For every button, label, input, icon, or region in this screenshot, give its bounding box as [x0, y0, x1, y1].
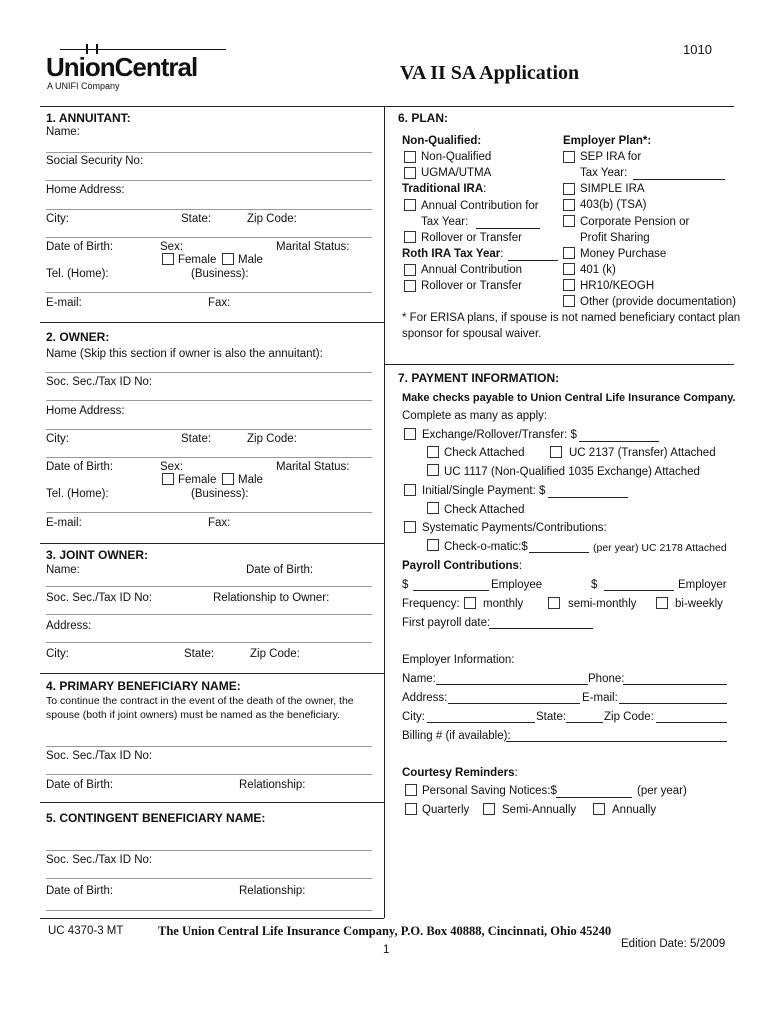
annuitant-name-label: Name: [46, 126, 80, 138]
owner-ssn-field[interactable] [46, 400, 372, 401]
owner-male-label: Male [238, 474, 263, 486]
annuitant-name-field[interactable] [46, 152, 372, 153]
owner-dob-label: Date of Birth: [46, 461, 114, 473]
employee-dollar-sign: $ [402, 579, 409, 591]
employer-name-field[interactable] [436, 684, 588, 685]
company-address: The Union Central Life Insurance Company, P.O. Box 40888, Cincinnati, Ohio 45240 [158, 924, 612, 938]
beneficiary-note-line2: spouse (both if joint owners) must be named as the beneficiary. [46, 709, 340, 721]
employer-amount-field[interactable] [604, 590, 674, 591]
money-purchase-checkbox[interactable] [563, 247, 575, 259]
ugma-label: UGMA/UTMA [421, 167, 492, 179]
owner-email-label: E-mail: [46, 517, 82, 529]
checkomatic-label: Check-o-matic:$ [444, 541, 528, 553]
employer-address-field[interactable] [448, 703, 580, 704]
trad-tax-year-label: Tax Year: [421, 216, 469, 228]
joint-address-label: Address: [46, 620, 92, 632]
employer-state-field[interactable] [566, 722, 603, 723]
bi-weekly-checkbox[interactable] [656, 597, 668, 609]
semi-annually-label: Semi-Annually [502, 804, 577, 816]
owner-name-field[interactable] [46, 372, 372, 373]
joint-state-label: State: [184, 648, 215, 660]
initial-payment-label: Initial/Single Payment: $ [422, 485, 546, 497]
owner-female-checkbox[interactable] [162, 473, 174, 485]
annuitant-sex-label: Sex: [160, 241, 184, 253]
owner-ssn-label: Soc. Sec./Tax ID No: [46, 376, 153, 388]
annuitant-male-label: Male [238, 254, 263, 266]
annuitant-tel-label: Tel. (Home): [46, 268, 109, 280]
simple-ira-label: SIMPLE IRA [580, 183, 645, 195]
erisa-note-line2: sponsor for spousal waiver. [402, 328, 542, 340]
checkomatic-checkbox[interactable] [427, 539, 439, 551]
joint-city-label: City: [46, 648, 69, 660]
column-divider [384, 106, 385, 918]
employer-address-label: Address: [402, 692, 448, 704]
page-title: VA II SA Application [400, 62, 580, 84]
logo-name: UnionCentral [46, 52, 198, 82]
401k-label: 401 (k) [580, 264, 616, 276]
contingent-dob-field[interactable] [46, 910, 372, 911]
initial-payment-checkbox[interactable] [404, 484, 416, 496]
corporate-pension-label: Corporate Pension or [580, 216, 690, 228]
top-rule [40, 106, 734, 107]
billing-label: Billing # (if available): [402, 730, 511, 742]
section-rule [40, 543, 384, 544]
complete-as-many-note: Complete as many as apply: [402, 410, 548, 422]
joint-dob-label: Date of Birth: [246, 564, 314, 576]
owner-zip-label: Zip Code: [247, 433, 297, 445]
corporate-pension-checkbox[interactable] [563, 215, 575, 227]
joint-ssn-field[interactable] [46, 614, 372, 615]
joint-address-field[interactable] [46, 642, 372, 643]
section2-header: 2. OWNER: [46, 330, 110, 344]
annuitant-female-label: Female [178, 254, 217, 266]
annuitant-ssn-field[interactable] [46, 180, 372, 181]
form-number: 1010 [683, 42, 712, 57]
employee-label: Employee [491, 579, 543, 591]
owner-fax-label: Fax: [208, 517, 231, 529]
annually-checkbox[interactable] [593, 803, 605, 815]
joint-name-field[interactable] [46, 586, 372, 587]
owner-tel-field[interactable] [46, 512, 372, 513]
ugma-checkbox[interactable] [404, 167, 416, 179]
primary-ssn-field[interactable] [46, 774, 372, 775]
employer-phone-label: Phone: [588, 673, 625, 685]
exchange-amount-field[interactable] [579, 441, 659, 442]
annuitant-tel-field[interactable] [46, 292, 372, 293]
annuitant-ssn-label: Social Security No: [46, 155, 144, 167]
owner-state-label: State: [181, 433, 212, 445]
employer-zip-label: Zip Code: [604, 711, 654, 723]
trad-rollover-label: Rollover or Transfer [421, 232, 522, 244]
401k-checkbox[interactable] [563, 263, 575, 275]
form-code: UC 4370-3 MT [48, 925, 124, 937]
employer-plan-heading: Employer Plan*: [563, 135, 652, 147]
contingent-relationship-label: Relationship: [239, 885, 306, 897]
courtesy-heading: Courtesy Reminders: [402, 767, 518, 779]
uc2137-checkbox[interactable] [550, 446, 562, 458]
sep-tax-year-label: Tax Year: [580, 167, 628, 179]
annuitant-male-checkbox[interactable] [222, 253, 234, 265]
initial-payment-amount-field[interactable] [548, 497, 628, 498]
primary-dob-label: Date of Birth: [46, 779, 114, 791]
owner-marital-label: Marital Status: [276, 461, 350, 473]
employer-label: Employer [678, 579, 727, 591]
employer-name-label: Name: [402, 673, 436, 685]
exchange-checkbox[interactable] [404, 428, 416, 440]
employer-email-label: E-mail: [582, 692, 618, 704]
roth-ira-heading: Roth IRA Tax Year: [402, 248, 504, 260]
monthly-label: monthly [483, 598, 524, 610]
other-plan-checkbox[interactable] [563, 295, 575, 307]
money-purchase-label: Money Purchase [580, 248, 667, 260]
systematic-label: Systematic Payments/Contributions: [422, 522, 607, 534]
monthly-checkbox[interactable] [464, 597, 476, 609]
checkomatic-amount-field[interactable] [529, 552, 589, 553]
trad-tax-year-field[interactable] [476, 228, 540, 229]
nonqualified-label: Non-Qualified [421, 151, 492, 163]
owner-male-checkbox[interactable] [222, 473, 234, 485]
nonqualified-checkbox[interactable] [404, 151, 416, 163]
saving-notices-checkbox[interactable] [405, 784, 417, 796]
billing-field[interactable] [506, 741, 727, 742]
systematic-checkbox[interactable] [404, 521, 416, 533]
saving-per-year-label: (per year) [637, 785, 687, 797]
joint-relationship-label: Relationship to Owner: [213, 592, 330, 604]
annuitant-email-label: E-mail: [46, 297, 82, 309]
employer-city-field[interactable] [427, 722, 535, 723]
simple-ira-checkbox[interactable] [563, 183, 575, 195]
owner-tel-label: Tel. (Home): [46, 488, 109, 500]
sep-tax-year-field[interactable] [633, 179, 725, 180]
annual-contribution-for-checkbox[interactable] [404, 199, 416, 211]
employer-zip-field[interactable] [656, 722, 727, 723]
trad-rollover-checkbox[interactable] [404, 231, 416, 243]
frequency-label: Frequency: [402, 598, 460, 610]
footer-rule [40, 918, 384, 919]
uc1117-label: UC 1117 (Non-Qualified 1035 Exchange) Attached [444, 466, 700, 478]
owner-city-field[interactable] [46, 457, 372, 458]
roth-rollover-checkbox[interactable] [404, 280, 416, 292]
edition-date: Edition Date: 5/2009 [621, 938, 726, 950]
profit-sharing-label: Profit Sharing [580, 232, 650, 244]
hr10-label: HR10/KEOGH [580, 280, 655, 292]
contingent-ssn-field[interactable] [46, 878, 372, 879]
annuitant-home-field[interactable] [46, 209, 372, 210]
roth-annual-checkbox[interactable] [404, 264, 416, 276]
primary-relationship-label: Relationship: [239, 779, 306, 791]
logo-tagline: A UNIFI Company [47, 81, 120, 91]
annuitant-business-label: (Business): [191, 268, 249, 280]
roth-rollover-label: Rollover or Transfer [421, 280, 522, 292]
section-rule [40, 673, 384, 674]
sep-ira-checkbox[interactable] [563, 151, 575, 163]
saving-notices-amount-field[interactable] [556, 797, 632, 798]
annuitant-female-checkbox[interactable] [162, 253, 174, 265]
uc2137-label: UC 2137 (Transfer) Attached [569, 447, 716, 459]
section-rule [384, 364, 734, 365]
first-payroll-label: First payroll date: [402, 617, 491, 629]
exchange-check-attached-checkbox[interactable] [427, 446, 439, 458]
primary-name-field[interactable] [46, 746, 372, 747]
semi-monthly-checkbox[interactable] [548, 597, 560, 609]
erisa-note-line1: * For ERISA plans, if spouse is not named beneficiary contact plan [402, 312, 741, 324]
sep-ira-label: SEP IRA for [580, 151, 642, 163]
checks-payable-note: Make checks payable to Union Central Life Insurance Company. [402, 392, 736, 404]
annuitant-fax-label: Fax: [208, 297, 231, 309]
nonqualified-heading: Non-Qualified: [402, 135, 482, 147]
owner-home-field[interactable] [46, 429, 372, 430]
contingent-ssn-label: Soc. Sec./Tax ID No: [46, 854, 153, 866]
roth-annual-label: Annual Contribution [421, 264, 523, 276]
annuitant-city-label: City: [46, 213, 69, 225]
employer-phone-field[interactable] [623, 684, 727, 685]
annuitant-home-label: Home Address: [46, 184, 125, 196]
page-number: 1 [383, 944, 390, 956]
joint-ssn-label: Soc. Sec./Tax ID No: [46, 592, 153, 604]
employer-state-label: State: [536, 711, 567, 723]
hr10-checkbox[interactable] [563, 279, 575, 291]
exchange-label: Exchange/Rollover/Transfer: $ [422, 429, 577, 441]
annually-label: Annually [612, 804, 657, 816]
annuitant-marital-label: Marital Status: [276, 241, 350, 253]
contingent-dob-label: Date of Birth: [46, 885, 114, 897]
employer-email-field[interactable] [619, 703, 727, 704]
section5-header: 5. CONTINGENT BENEFICIARY NAME: [46, 811, 266, 825]
initial-check-attached-label: Check Attached [444, 504, 525, 516]
checkomatic-per-year-label: (per year) UC 2178 Attached [593, 542, 727, 554]
roth-tax-year-field[interactable] [508, 260, 558, 261]
employee-amount-field[interactable] [413, 590, 489, 591]
joint-zip-label: Zip Code: [250, 648, 300, 660]
payroll-heading: Payroll Contributions: [402, 560, 523, 572]
employer-dollar-sign: $ [591, 579, 598, 591]
contingent-name-field[interactable] [46, 850, 372, 851]
initial-check-attached-checkbox[interactable] [427, 502, 439, 514]
section6-header: 6. PLAN: [398, 111, 449, 125]
uc1117-checkbox[interactable] [427, 464, 439, 476]
403b-label: 403(b) (TSA) [580, 199, 647, 211]
annuitant-zip-label: Zip Code: [247, 213, 297, 225]
annuitant-state-label: State: [181, 213, 212, 225]
section3-header: 3. JOINT OWNER: [46, 548, 149, 562]
beneficiary-note-line1: To continue the contract in the event of the death of the owner, the [46, 695, 354, 707]
owner-female-label: Female [178, 474, 217, 486]
annuitant-dob-label: Date of Birth: [46, 241, 114, 253]
section7-header: 7. PAYMENT INFORMATION: [398, 371, 560, 385]
primary-ssn-label: Soc. Sec./Tax ID No: [46, 750, 153, 762]
owner-city-label: City: [46, 433, 69, 445]
joint-name-label: Name: [46, 564, 80, 576]
owner-sex-label: Sex: [160, 461, 184, 473]
owner-home-label: Home Address: [46, 405, 125, 417]
exchange-check-attached-label: Check Attached [444, 447, 525, 459]
employer-city-label: City: [402, 711, 425, 723]
traditional-ira-heading: Traditional IRA: [402, 183, 487, 195]
annual-contribution-for-label: Annual Contribution for [421, 200, 539, 212]
section4-header: 4. PRIMARY BENEFICIARY NAME: [46, 679, 241, 693]
semi-monthly-label: semi-monthly [568, 598, 637, 610]
owner-business-label: (Business): [191, 488, 249, 500]
section-rule [40, 802, 384, 803]
other-plan-label: Other (provide documentation) [580, 296, 736, 308]
saving-notices-label: Personal Saving Notices:$ [422, 785, 557, 797]
first-payroll-field[interactable] [489, 628, 593, 629]
section1-header: 1. ANNUITANT: [46, 111, 131, 125]
quarterly-checkbox[interactable] [405, 803, 417, 815]
403b-checkbox[interactable] [563, 199, 575, 211]
owner-name-label: Name (Skip this section if owner is also the annuitant): [46, 348, 323, 360]
annuitant-city-field[interactable] [46, 237, 372, 238]
section-rule [40, 322, 384, 323]
bi-weekly-label: bi-weekly [675, 598, 723, 610]
quarterly-label: Quarterly [422, 804, 470, 816]
employer-info-label: Employer Information: [402, 654, 515, 666]
semi-annually-checkbox[interactable] [483, 803, 495, 815]
logo-rule [60, 49, 226, 50]
